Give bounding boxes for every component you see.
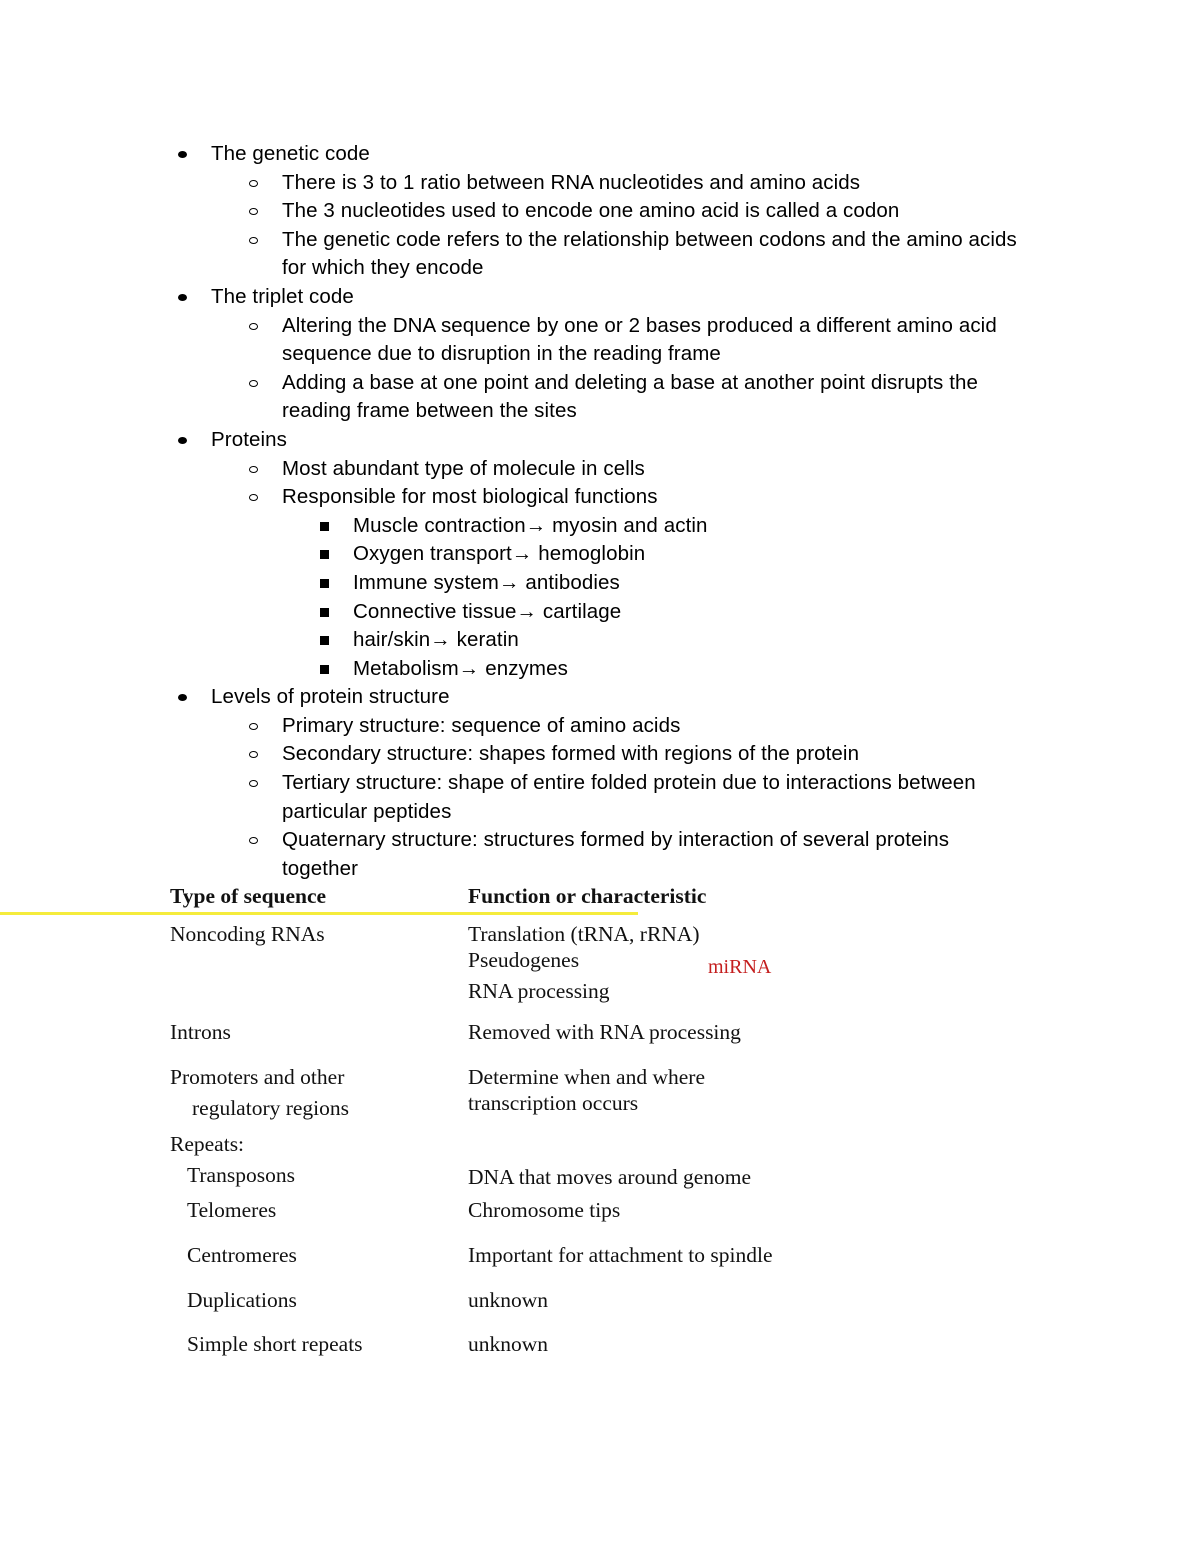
table-cell: DNA that moves around genome — [468, 1165, 752, 1189]
table-cell: Chromosome tips — [468, 1198, 621, 1222]
table-cell: Introns — [170, 1020, 231, 1044]
sub-bullet-continuation — [0, 855, 1200, 884]
sub-sub-bullet-text: Metabolism→ enzymes — [353, 656, 568, 680]
bullet-proteins — [0, 426, 1200, 455]
sub-bullet-text: particular peptides — [282, 799, 452, 823]
sub-bullet — [0, 712, 1200, 741]
sub-sub-bullet-text: Muscle contraction→ myosin and actin — [353, 513, 708, 537]
table-header-row — [170, 884, 810, 916]
sub-bullet — [0, 169, 1200, 198]
bullet-circle — [249, 180, 258, 187]
sub-bullet — [0, 740, 1200, 769]
bullet-square — [320, 608, 329, 617]
table-cell: RNA processing — [468, 979, 610, 1003]
bullet-circle — [249, 837, 258, 844]
bullet-square — [320, 636, 329, 645]
sub-sub-bullet — [0, 598, 1200, 627]
sub-bullet — [0, 826, 1200, 855]
sub-bullet — [0, 483, 1200, 512]
bullet-text: Levels of protein structure — [211, 685, 450, 709]
sub-bullet — [0, 769, 1200, 798]
bullet-circle — [249, 723, 258, 730]
sub-sub-bullet — [0, 655, 1200, 684]
sub-bullet — [0, 312, 1200, 341]
table-cell: transcription occurs — [468, 1091, 639, 1115]
bullet-circle — [249, 466, 258, 473]
bullet-disc — [178, 694, 187, 701]
table-cell: unknown — [468, 1288, 549, 1312]
sub-bullet-continuation — [0, 340, 1200, 369]
sub-bullet-text: The 3 nucleotides used to encode one amino acid is called a codon — [282, 199, 900, 223]
sub-sub-bullet-text: hair/skin→ keratin — [353, 628, 519, 652]
sub-bullet-text: The genetic code refers to the relationship between codons and the amino acids — [282, 227, 1017, 251]
sub-bullet-text: Adding a base at one point and deleting a base at another point disrupts the — [282, 370, 979, 394]
table-cell: Centromeres — [187, 1243, 297, 1267]
bullet-square — [320, 522, 329, 531]
sub-bullet-continuation — [0, 254, 1200, 283]
table-header-function: Function or characteristic — [468, 884, 707, 908]
sub-bullet-continuation — [0, 397, 1200, 426]
sub-bullet-text: together — [282, 856, 359, 880]
bullet-circle — [249, 780, 258, 787]
sub-bullet-text: Tertiary structure: shape of entire folded protein due to interactions between — [282, 771, 976, 795]
bullet-circle — [249, 208, 258, 215]
table-cell: Telomeres — [187, 1198, 277, 1222]
table-cell: unknown — [468, 1332, 549, 1356]
sub-sub-bullet — [0, 626, 1200, 655]
sub-sub-bullet-text: Connective tissue→ cartilage — [353, 599, 622, 623]
sub-bullet — [0, 197, 1200, 226]
sub-sub-bullet-text: Oxygen transport→ hemoglobin — [353, 542, 646, 566]
bullet-text: The genetic code — [211, 142, 370, 165]
table-cell: Duplications — [187, 1288, 297, 1312]
table-header-type: Type of sequence — [170, 884, 327, 908]
sub-bullet-text: There is 3 to 1 ratio between RNA nucleotides and amino acids — [282, 170, 861, 194]
bullet-square — [320, 665, 329, 674]
bullet-disc — [178, 151, 187, 158]
bullet-disc — [178, 437, 187, 444]
sub-bullet-continuation — [0, 798, 1200, 827]
bullet-circle — [249, 323, 258, 330]
bullet-text: The triplet code — [211, 284, 354, 308]
table-cell: Promoters and other — [170, 1065, 345, 1089]
table-cell: Transposons — [187, 1163, 295, 1187]
bullet-disc — [178, 294, 187, 301]
table-cell: Important for attachment to spindle — [468, 1243, 773, 1267]
bullet-circle — [249, 494, 258, 501]
bullet-structure-levels — [0, 683, 1200, 712]
sub-sub-bullet-text: Immune system→ antibodies — [353, 570, 620, 594]
sub-bullet-text: Secondary structure: shapes formed with regions of the protein — [282, 742, 860, 766]
sub-bullet — [0, 369, 1200, 398]
table-cell: regulatory regions — [192, 1096, 350, 1120]
sub-bullet-text: sequence due to disruption in the reading frame — [282, 342, 721, 366]
table-cell: Simple short repeats — [187, 1332, 363, 1356]
bullet-text: Proteins — [211, 427, 288, 451]
sub-bullet-text: Altering the DNA sequence by one or 2 bases produced a different amino acid — [282, 313, 997, 337]
bullet-circle — [249, 237, 258, 244]
sub-bullet-text: Most abundant type of molecule in cells — [282, 456, 645, 480]
table-cell: Pseudogenes — [468, 948, 580, 972]
bullet-circle — [249, 380, 258, 387]
table-cell: Translation (tRNA, rRNA) — [468, 922, 700, 946]
handwritten-annotation: miRNA — [708, 956, 772, 978]
sub-bullet — [0, 226, 1200, 255]
sub-bullet-text: Quaternary structure: structures formed by interaction of several proteins — [282, 828, 950, 852]
bullet-genetic-code — [0, 140, 1200, 169]
sub-sub-bullet — [0, 540, 1200, 569]
sub-bullet-text: Responsible for most biological functions — [282, 485, 658, 509]
sequence-type-table — [170, 884, 810, 1356]
sub-bullet-text: reading frame between the sites — [282, 399, 577, 423]
bullet-square — [320, 550, 329, 559]
table-cell: Determine when and where — [468, 1065, 705, 1089]
bullet-triplet-code — [0, 283, 1200, 312]
sub-sub-bullet — [0, 569, 1200, 598]
sub-bullet-text: for which they encode — [282, 256, 484, 280]
sub-sub-bullet — [0, 512, 1200, 541]
sub-bullet — [0, 455, 1200, 484]
table-cell: Repeats: — [170, 1132, 245, 1156]
bullet-square — [320, 579, 329, 588]
bullet-circle — [249, 751, 258, 758]
sub-bullet-text: Primary structure: sequence of amino acids — [282, 713, 681, 737]
table-cell: Noncoding RNAs — [170, 922, 325, 946]
table-cell: Removed with RNA processing — [468, 1020, 741, 1044]
